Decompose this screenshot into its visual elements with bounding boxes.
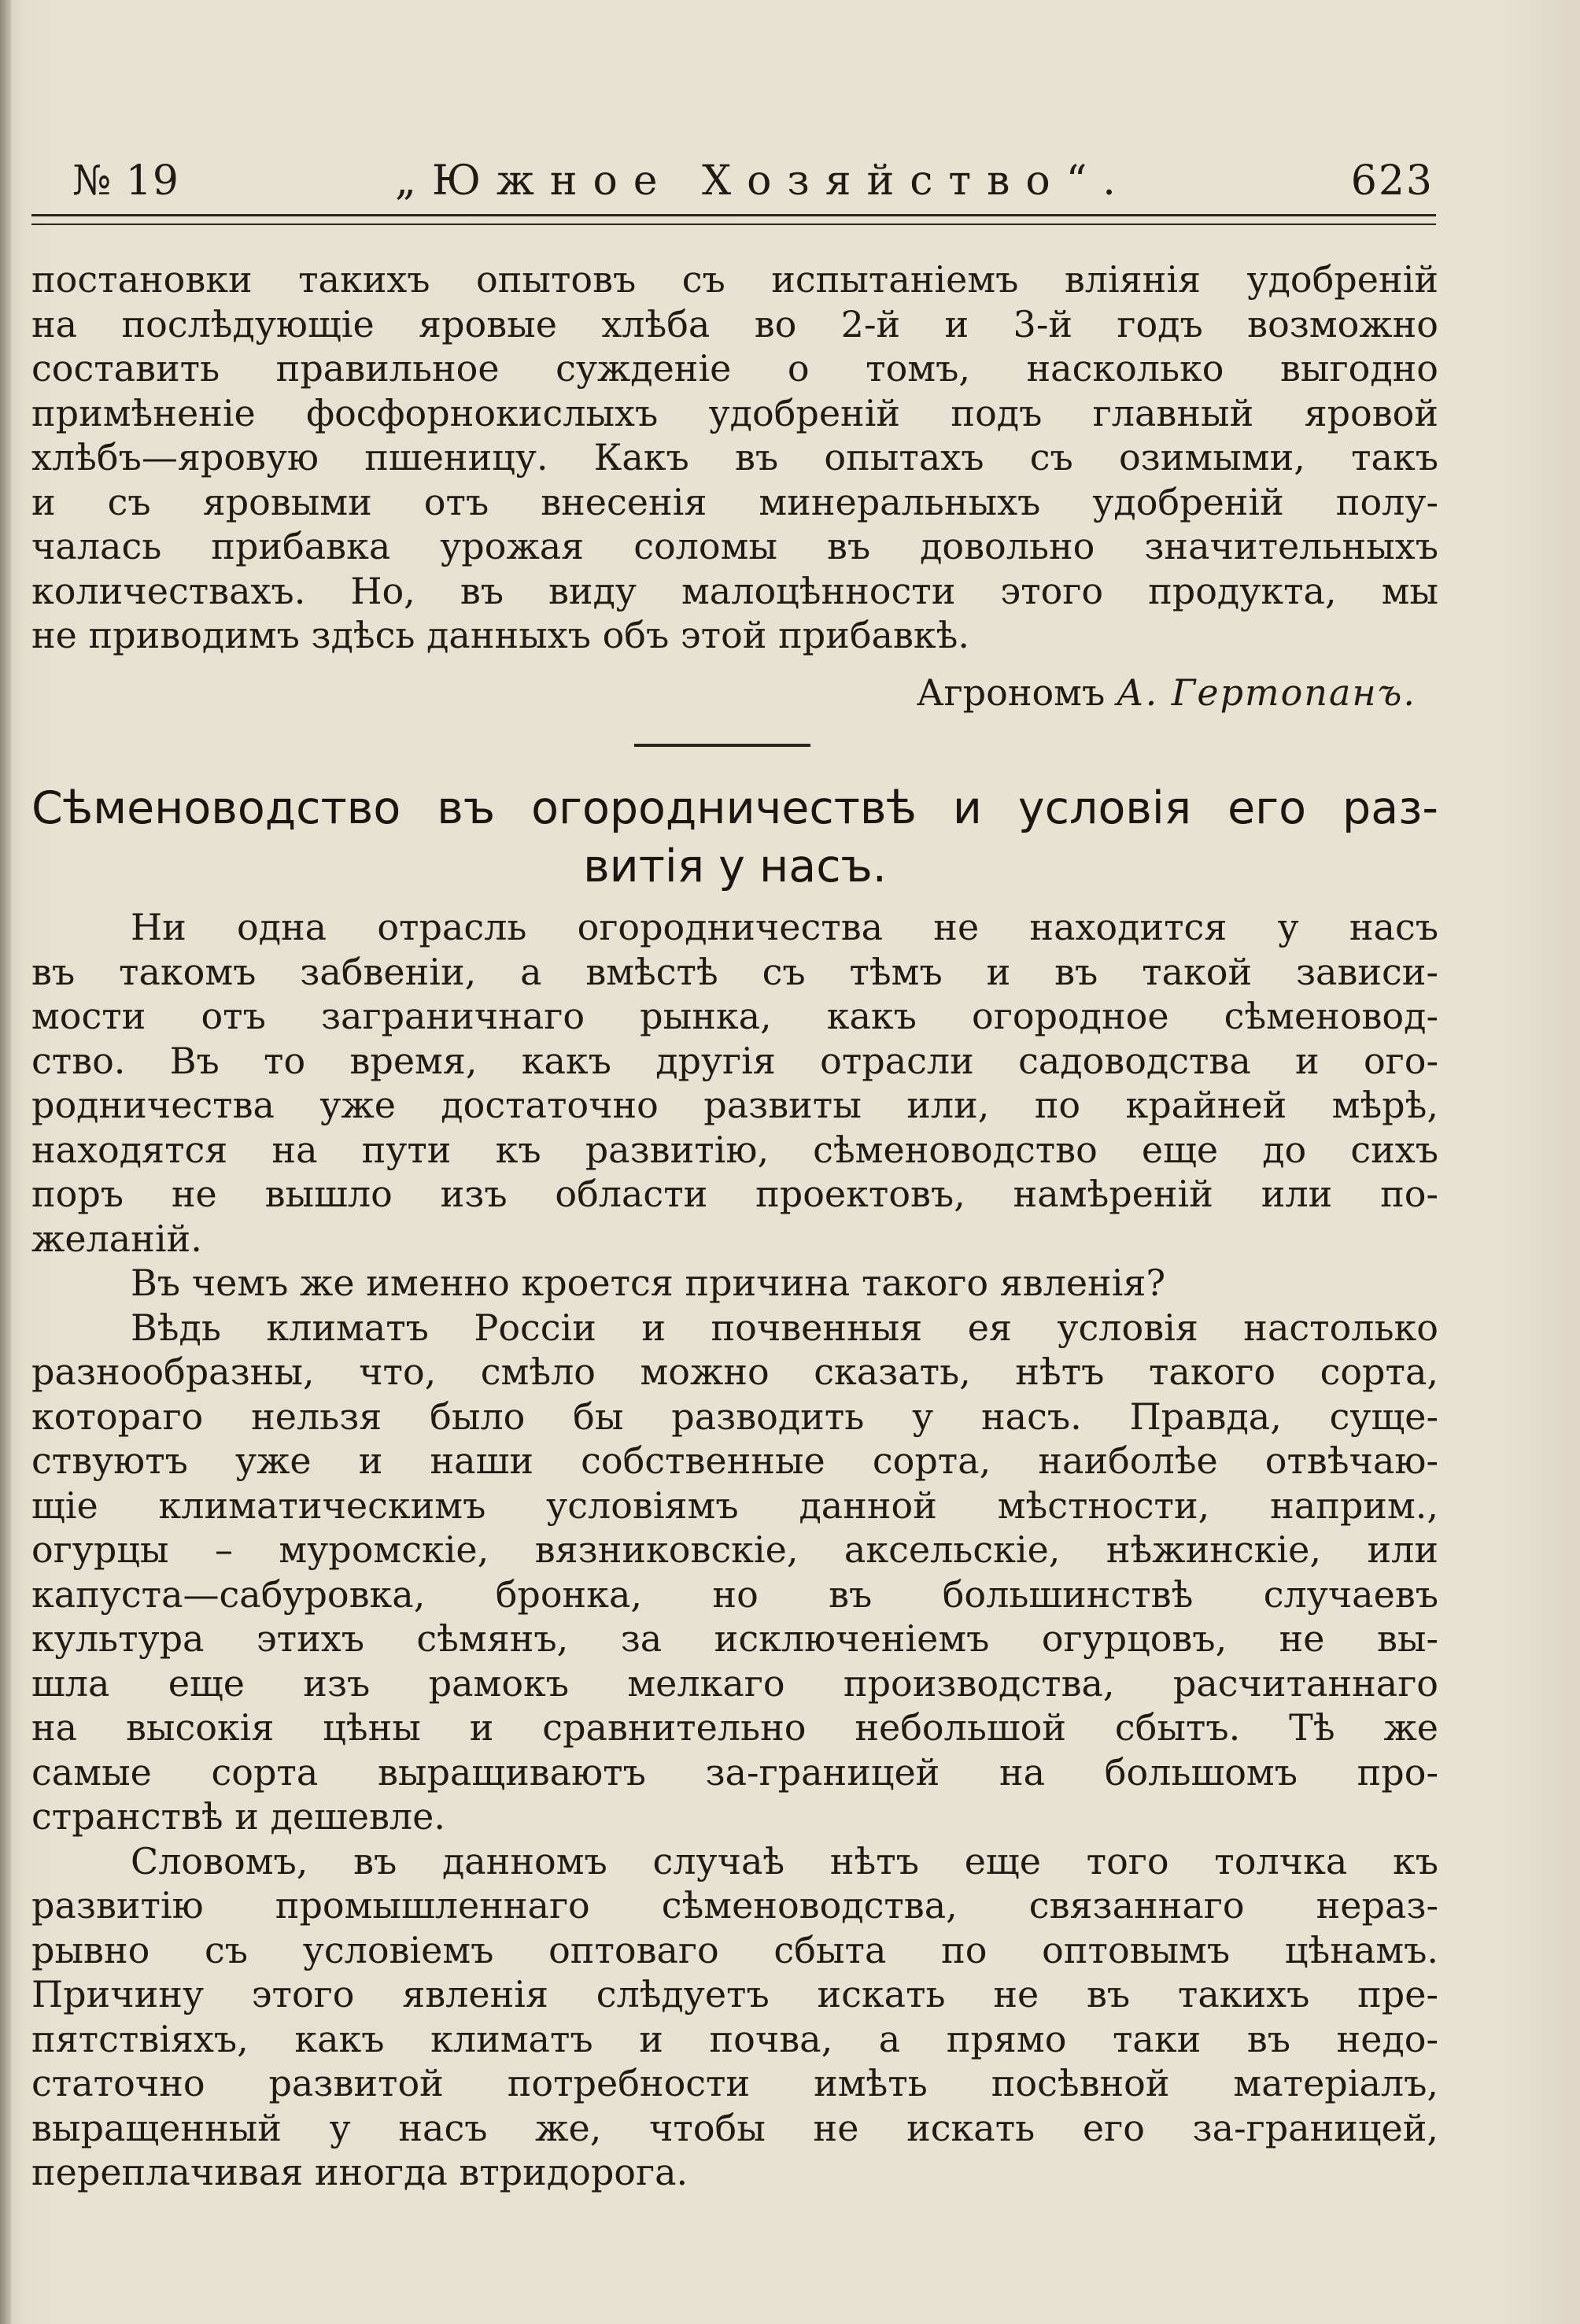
signature-title: Агрономъ — [916, 671, 1106, 714]
text-line: примѣненіе фосфорнокислыхъ удобреній подъ главный яровой — [31, 391, 1438, 434]
text-line: не приводимъ здѣсь данныхъ объ этой прибавкѣ. — [31, 614, 969, 656]
text-line: постановки такихъ опытовъ съ испытаніемъ вліянія удобреній — [31, 258, 1438, 301]
text-line: самые сорта выращиваютъ за-границей на большомъ про- — [31, 1750, 1438, 1794]
article-heading-line-2: витія у насъ. — [583, 841, 887, 892]
page-binding-edge — [0, 0, 11, 2324]
text-line: огурцы – муромскіе, вязниковскіе, аксельскіе, нѣжинскіе, или — [31, 1528, 1438, 1571]
text-line: на послѣдующіе яровые хлѣба во 2-й и 3-й годъ возможно — [31, 302, 1438, 345]
text-line: родничества уже достаточно развиты или, по крайней мѣрѣ, — [31, 1084, 1438, 1126]
text-line: Ни одна отрасль огородничества не находится у насъ — [131, 906, 1438, 948]
text-line: культура этихъ сѣмянъ, за исключеніемъ огурцовъ, не вы- — [31, 1617, 1438, 1660]
text-line: и съ яровыми отъ внесенія минеральныхъ удобреній полу- — [31, 480, 1438, 523]
text-line: желаній. — [31, 1217, 202, 1260]
text-line: чалась прибавка урожая соломы въ довольно значительныхъ — [31, 525, 1438, 567]
text-line: ствуютъ уже и наши собственные сорта, наиболѣе отвѣчаю- — [31, 1439, 1438, 1482]
article-heading-line-1: Сѣменоводство въ огородничествѣ и условія его раз- — [31, 782, 1438, 834]
signature-name: А. Гертопанъ. — [1116, 671, 1416, 714]
text-line: статочно развитой потребности имѣть посѣвной матеріалъ, — [31, 2062, 1438, 2104]
text-line: пятствіяхъ, какъ климатъ и почва, а прямо таки въ недо- — [31, 2017, 1438, 2060]
text-line: составить правильное сужденіе о томъ, насколько выгодно — [31, 347, 1438, 390]
text-line: капуста—сабуровка, бронка, но въ большинствѣ случаевъ — [31, 1572, 1438, 1616]
text-line: выращенный у насъ же, чтобы не искать его за-границей, — [31, 2106, 1438, 2149]
text-line: въ такомъ забвеніи, а вмѣстѣ съ тѣмъ и въ такой зависи- — [31, 950, 1438, 993]
page-number: 623 — [1350, 157, 1434, 205]
text-line: Вѣдь климатъ Россіи и почвенныя ея условія настолько — [131, 1306, 1438, 1349]
text-line: поръ не вышло изъ области проектовъ, намѣреній или по- — [31, 1173, 1438, 1215]
text-line: переплачивая иногда втридорога. — [31, 2151, 688, 2193]
text-line: ство. Въ то время, какъ другія отрасли садоводства и ого- — [31, 1039, 1438, 1082]
journal-title: „Южное Хозяйство“. — [395, 157, 1131, 205]
text-line: рывно съ условіемъ оптоваго сбыта по оптовымъ цѣнамъ. — [31, 1928, 1438, 1971]
text-line: развитію промышленнаго сѣменоводства, связаннаго нераз- — [31, 1884, 1438, 1927]
text-line: мости отъ заграничнаго рынка, какъ огородное сѣменовод- — [31, 995, 1438, 1037]
text-line: на высокія цѣны и сравнительно небольшой сбытъ. Тѣ же — [31, 1706, 1438, 1749]
text-line: Словомъ, въ данномъ случаѣ нѣтъ еще того толчка къ — [131, 1839, 1438, 1882]
text-line: шла еще изъ рамокъ мелкаго производства, расчитаннаго — [31, 1661, 1438, 1705]
text-line: Въ чемъ же именно кроется причина такого явленія? — [131, 1262, 1166, 1304]
issue-number: № 19 — [72, 157, 179, 205]
text-line: котораго нельзя было бы разводить у насъ. Правда, суще- — [31, 1395, 1438, 1438]
text-line: количествахъ. Но, въ виду малоцѣнности этого продукта, мы — [31, 569, 1438, 612]
previous-article-ending — [31, 257, 1438, 658]
text-line: странствѣ и дешевле. — [31, 1795, 445, 1838]
text-line: хлѣбъ—яровую пшеницу. Какъ въ опытахъ съ озимыми, такъ — [31, 436, 1438, 478]
text-line: щіе климатическимъ условіямъ данной мѣстности, наприм., — [31, 1483, 1438, 1527]
article-heading — [31, 779, 1438, 896]
author-signature — [917, 671, 1416, 714]
article-separator-rule — [634, 744, 810, 747]
header-double-rule — [31, 214, 1436, 225]
running-header — [72, 157, 1434, 212]
text-line: Причину этого явленія слѣдуетъ искать не въ такихъ пре- — [31, 1973, 1438, 2015]
text-line: разнообразны, что, смѣло можно сказать, нѣтъ такого сорта, — [31, 1350, 1438, 1393]
article-body — [31, 905, 1438, 2195]
text-line: находятся на пути къ развитію, сѣменоводство еще до сихъ — [31, 1128, 1438, 1171]
